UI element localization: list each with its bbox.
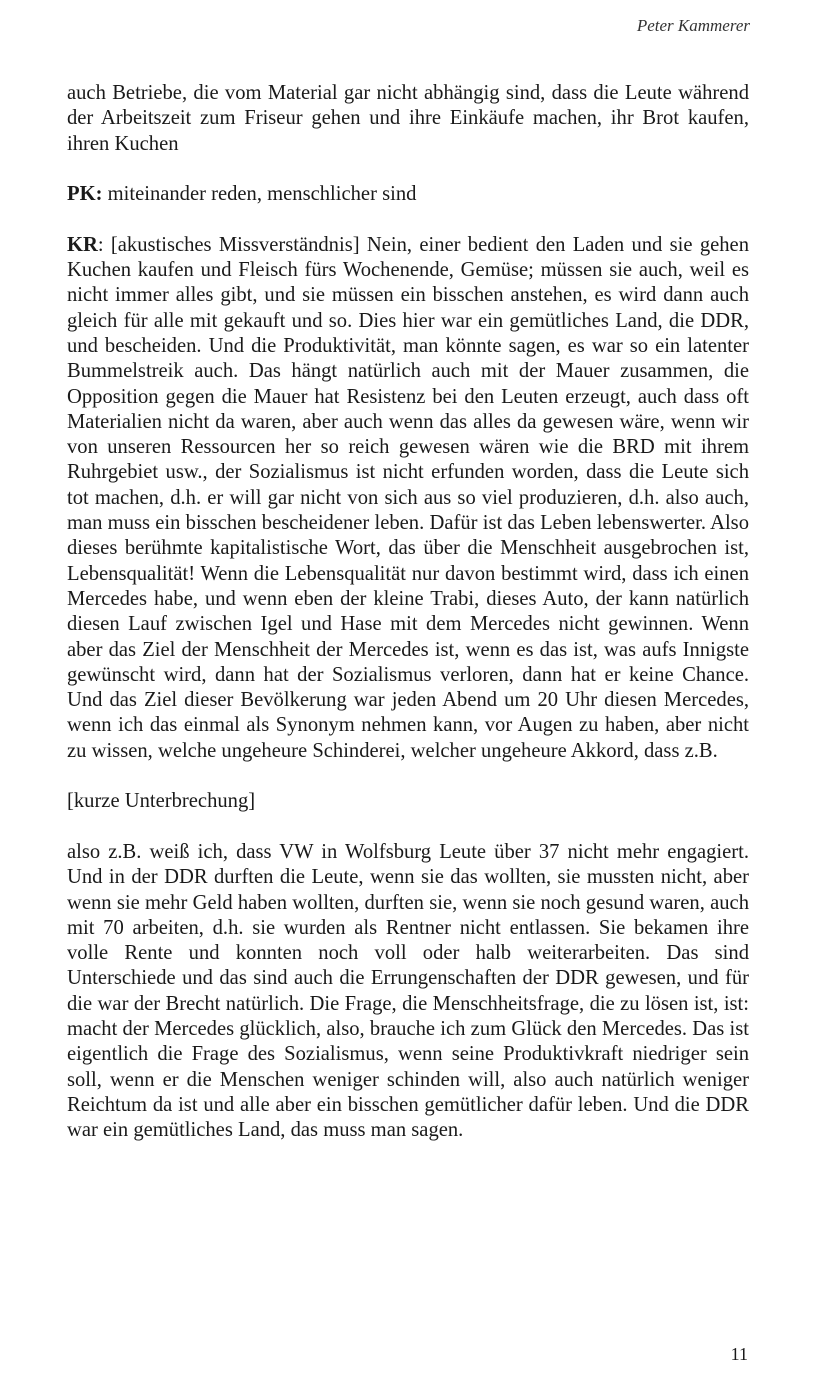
paragraph-pk — [67, 182, 749, 207]
paragraph-continuation-2 — [67, 840, 749, 1144]
paragraph-text: miteinander reden, menschlicher sind — [102, 183, 417, 206]
speaker-label-kr: KR — [67, 233, 98, 256]
paragraph-kr — [67, 233, 749, 764]
paragraph-text: : [akustisches Missverständnis] Nein, einer bedient den Laden und sie gehen Kuchen kaufen und Fleisch fürs Wochenende, Gemüse; müssen sie auch, weil es nicht immer alles gibt, und sie müssen ein bisschen anstehen, es wird dann auch gleich für alle mit gekauft und so. Dies hier war ein gemütliches Land, die DDR, und bescheiden. Und die Produktivität, man könnte sagen, es war so ein latenter Bummelstreik auch. Das hängt natürlich auch mit der Mauer zusammen, die Opposition gegen die Mauer hat Resistenz bei den Leuten erzeugt, auch dass oft Materialien nicht da waren, aber auch wenn das alles da gewesen wäre, wenn wir von unseren Ressourcen her so reich gewesen wären wie die BRD mit ihrem Ruhrgebiet usw., der Sozialismus ist nicht erfunden worden, dass die Leute sich tot machen, d.h. er will gar nicht von sich aus so viel produzieren, d.h. also auch, man muss ein bisschen bescheidener leben. Dafür ist das Leben lebenswerter. Also dieses berühmte kapitalistische Wort, das über die Menschheit ausgebrochen ist, Lebensqualität! Wenn die Lebensqualität nur davon bestimmt wird, dass ich einen Mercedes habe, und wenn eben der kleine Trabi, dieses Auto, der kann natürlich diesen Lauf zwischen Igel und Hase mit dem Mercedes nicht gewinnen. Wenn aber das Ziel der Menschheit der Mercedes ist, wenn es das ist, was aufs Innigste gewünscht wird, dann hat der Sozialismus verloren, dann hat er keine Chance. Und das Ziel dieser Bevölkerung war jeden Abend um 20 Uhr diesen Mercedes, wenn ich das einmal als Synonym nehmen kann, vor Augen zu haben, aber nicht zu wissen, welche ungeheure Schinderei, welcher ungeheure Akkord, dass z.B. — [67, 233, 749, 762]
text-body — [67, 81, 749, 1169]
page-number: 11 — [730, 1344, 748, 1364]
paragraph-text: auch Betriebe, die vom Material gar nicht abhängig sind, dass die Leute während der Arbeitszeit zum Friseur gehen und ihre Einkäufe machen, ihr Brot kaufen, ihren Kuchen — [67, 82, 749, 155]
paragraph-continuation — [67, 81, 749, 157]
paragraph-text: also z.B. weiß ich, dass VW in Wolfsburg Leute über 37 nicht mehr engagiert. Und in der DDR durften die Leute, wenn sie das wollten, sie mussten nicht, aber wenn sie mehr Geld haben wollten, durften sie, wenn sie noch gesund waren, auch mit 70 arbeiten, d.h. sie wurden als Rentner nicht entlassen. Sie bekamen ihre volle Rente und konnten noch voll oder halb weiterarbeiten. Das sind Unterschiede und das sind auch die Errungenschaften der DDR gewesen, und für die war der Brecht natürlich. Die Frage, die Menschheitsfrage, die zu lösen ist, ist: macht der Mercedes glücklich, also, brauche ich zum Glück den Mercedes. Das ist eigentlich die Frage des Sozialismus, wenn seine Produktivkraft niedriger sein soll, wenn er die Menschen weniger schinden will, also auch natürlich weniger Reichtum da ist und alle aber ein bisschen gemütlicher dafür leben. Und die DDR war ein gemütliches Land, das muss man sagen. — [67, 840, 749, 1142]
paragraph-text: [kurze Unterbrechung] — [67, 790, 256, 813]
speaker-label-pk: PK: — [67, 183, 103, 206]
paragraph-interruption — [67, 789, 749, 814]
running-head-author: Peter Kammerer — [636, 16, 750, 35]
